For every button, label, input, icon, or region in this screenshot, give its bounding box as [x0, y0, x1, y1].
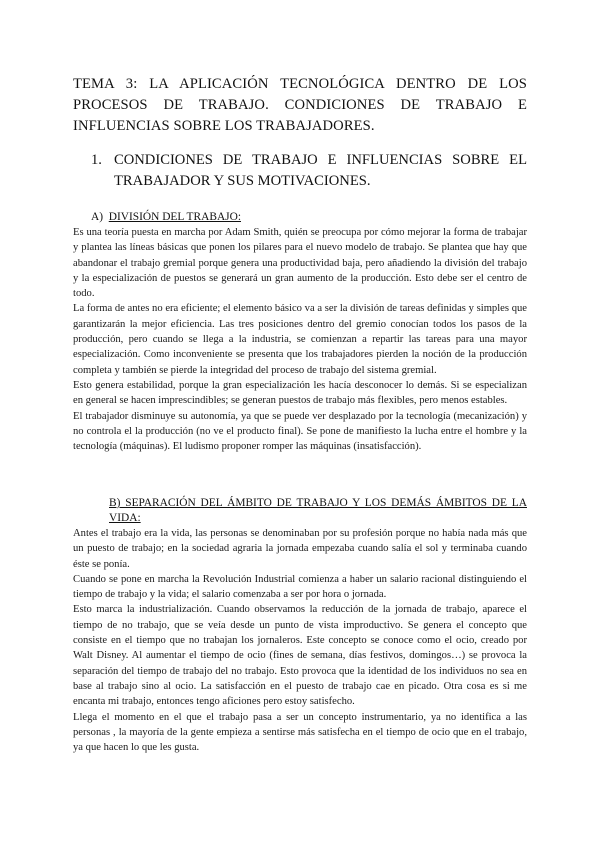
paragraph: El trabajador disminuye su autonomía, ya que se puede ver desplazado por la tecnología (mecanización) y no controla el la producción (no ve el producto final). Se pone de manifiesto la lucha entre el hombre y la tecnología (máquinas). El ludismo proponer romper las máquinas (insatisfacción).	[73, 410, 527, 453]
title-line: TEMA 3: LA APLICACIÓN TECNOLÓGICA DENTRO DE LOS	[73, 76, 527, 92]
subsection-marker: A)	[91, 211, 104, 223]
document-title	[73, 74, 527, 137]
subsection-title-line: B) SEPARACIÓN DEL ÁMBITO DE TRABAJO Y LOS DEMÁS ÁMBITOS DE LA	[109, 497, 527, 509]
subsection-title-line: VIDA:	[109, 512, 141, 524]
paragraph: La forma de antes no era eficiente; el elemento básico va a ser la división de tareas definidas y simples que garantizarán la mejor eficiencia. Las tres posiciones dentro del gremio conocían todos los pasos de la producción, pero cuando se llega a la industria, se comienzan a repartir las tareas para una mayor especialización. Como inconveniente se presenta que los trabajadores pierden la noción de la producción completa y también se pierde la integridad del proceso de trabajo del sistema gremial.	[73, 303, 527, 376]
subsection-b-heading	[109, 496, 527, 526]
paragraph: Llega el momento en el que el trabajo pasa a ser un concepto instrumentario, ya no identifica a las personas , la mayoría de la gente empieza a sentirse más satisfecha en el tiempo de ocio que en el trabajo, ya que hacen lo que les gusta.	[73, 711, 527, 754]
paragraph: Es una teoría puesta en marcha por Adam Smith, quién se preocupa por cómo mejorar la forma de trabajar y plantea las líneas básicas que ponen los pilares para el nuevo modelo de trabajo. Se plantea que hay que abandonar el trabajo gremial porque genera una productividad baja, pero añadiendo la división del trabajo y la especialización de puestos se generará un gran aumento de la producción. Esto debe ser el centro de todo.	[73, 227, 527, 300]
subsection-title: DIVISIÓN DEL TRABAJO:	[108, 211, 241, 223]
section-number: 1.	[91, 152, 102, 168]
section-title	[114, 150, 527, 192]
paragraph: Antes el trabajo era la vida, las personas se denominaban por su profesión porque no había nada más que un puesto de trabajo; en la sociedad agraria la jornada empezaba cuando salía el sol y terminaba cuando éste se ponía.	[73, 528, 527, 570]
subsection-b-body	[73, 526, 527, 755]
paragraph: Esto marca la industrialización. Cuando observamos la reducción de la jornada de trabajo, aparece el tiempo de no trabajo, que se veía desde un punto de vista improductivo. Se genera el concepto que consiste en el tiempo que no trabajan los jornaleros. Este concepto se conoce como el ocio, creado por Walt Disney. Al aumentar el tiempo de ocio (fines de semana, días festivos, domingos…) se provoca la separación del tiempo de trabajo del no trabajo. Esto provoca que la identidad de los individuos no sea en base al trabajo sino al ocio. La satisfacción en el puesto de trabajo cae en picado. Otra cosa es si me encanta mi trabajo, entonces tengo aficiones pero estoy satisfecho.	[73, 604, 527, 708]
section-heading	[91, 150, 527, 192]
paragraph: Esto genera estabilidad, porque la gran especialización les hacía desconocer lo demás. Si se especializan en general se hacen imprescindibles; se generan puestos de trabajo más flexibles, pero menos estables.	[73, 379, 527, 407]
paragraph: Cuando se pone en marcha la Revolución Industrial comienza a haber un salario racional distinguiendo el tiempo de trabajo y la vida; el salario comenzaba a ser por hora o jornada.	[73, 573, 527, 601]
title-line: INFLUENCIAS SOBRE LOS TRABAJADORES.	[73, 118, 375, 134]
subsection-a-heading	[91, 210, 241, 225]
subsection-a-body	[73, 225, 527, 454]
section-title-line: CONDICIONES DE TRABAJO E INFLUENCIAS SOBRE EL	[114, 152, 527, 168]
section-title-line: TRABAJADOR Y SUS MOTIVACIONES.	[114, 173, 371, 189]
title-line: PROCESOS DE TRABAJO. CONDICIONES DE TRABAJO E	[73, 97, 527, 113]
